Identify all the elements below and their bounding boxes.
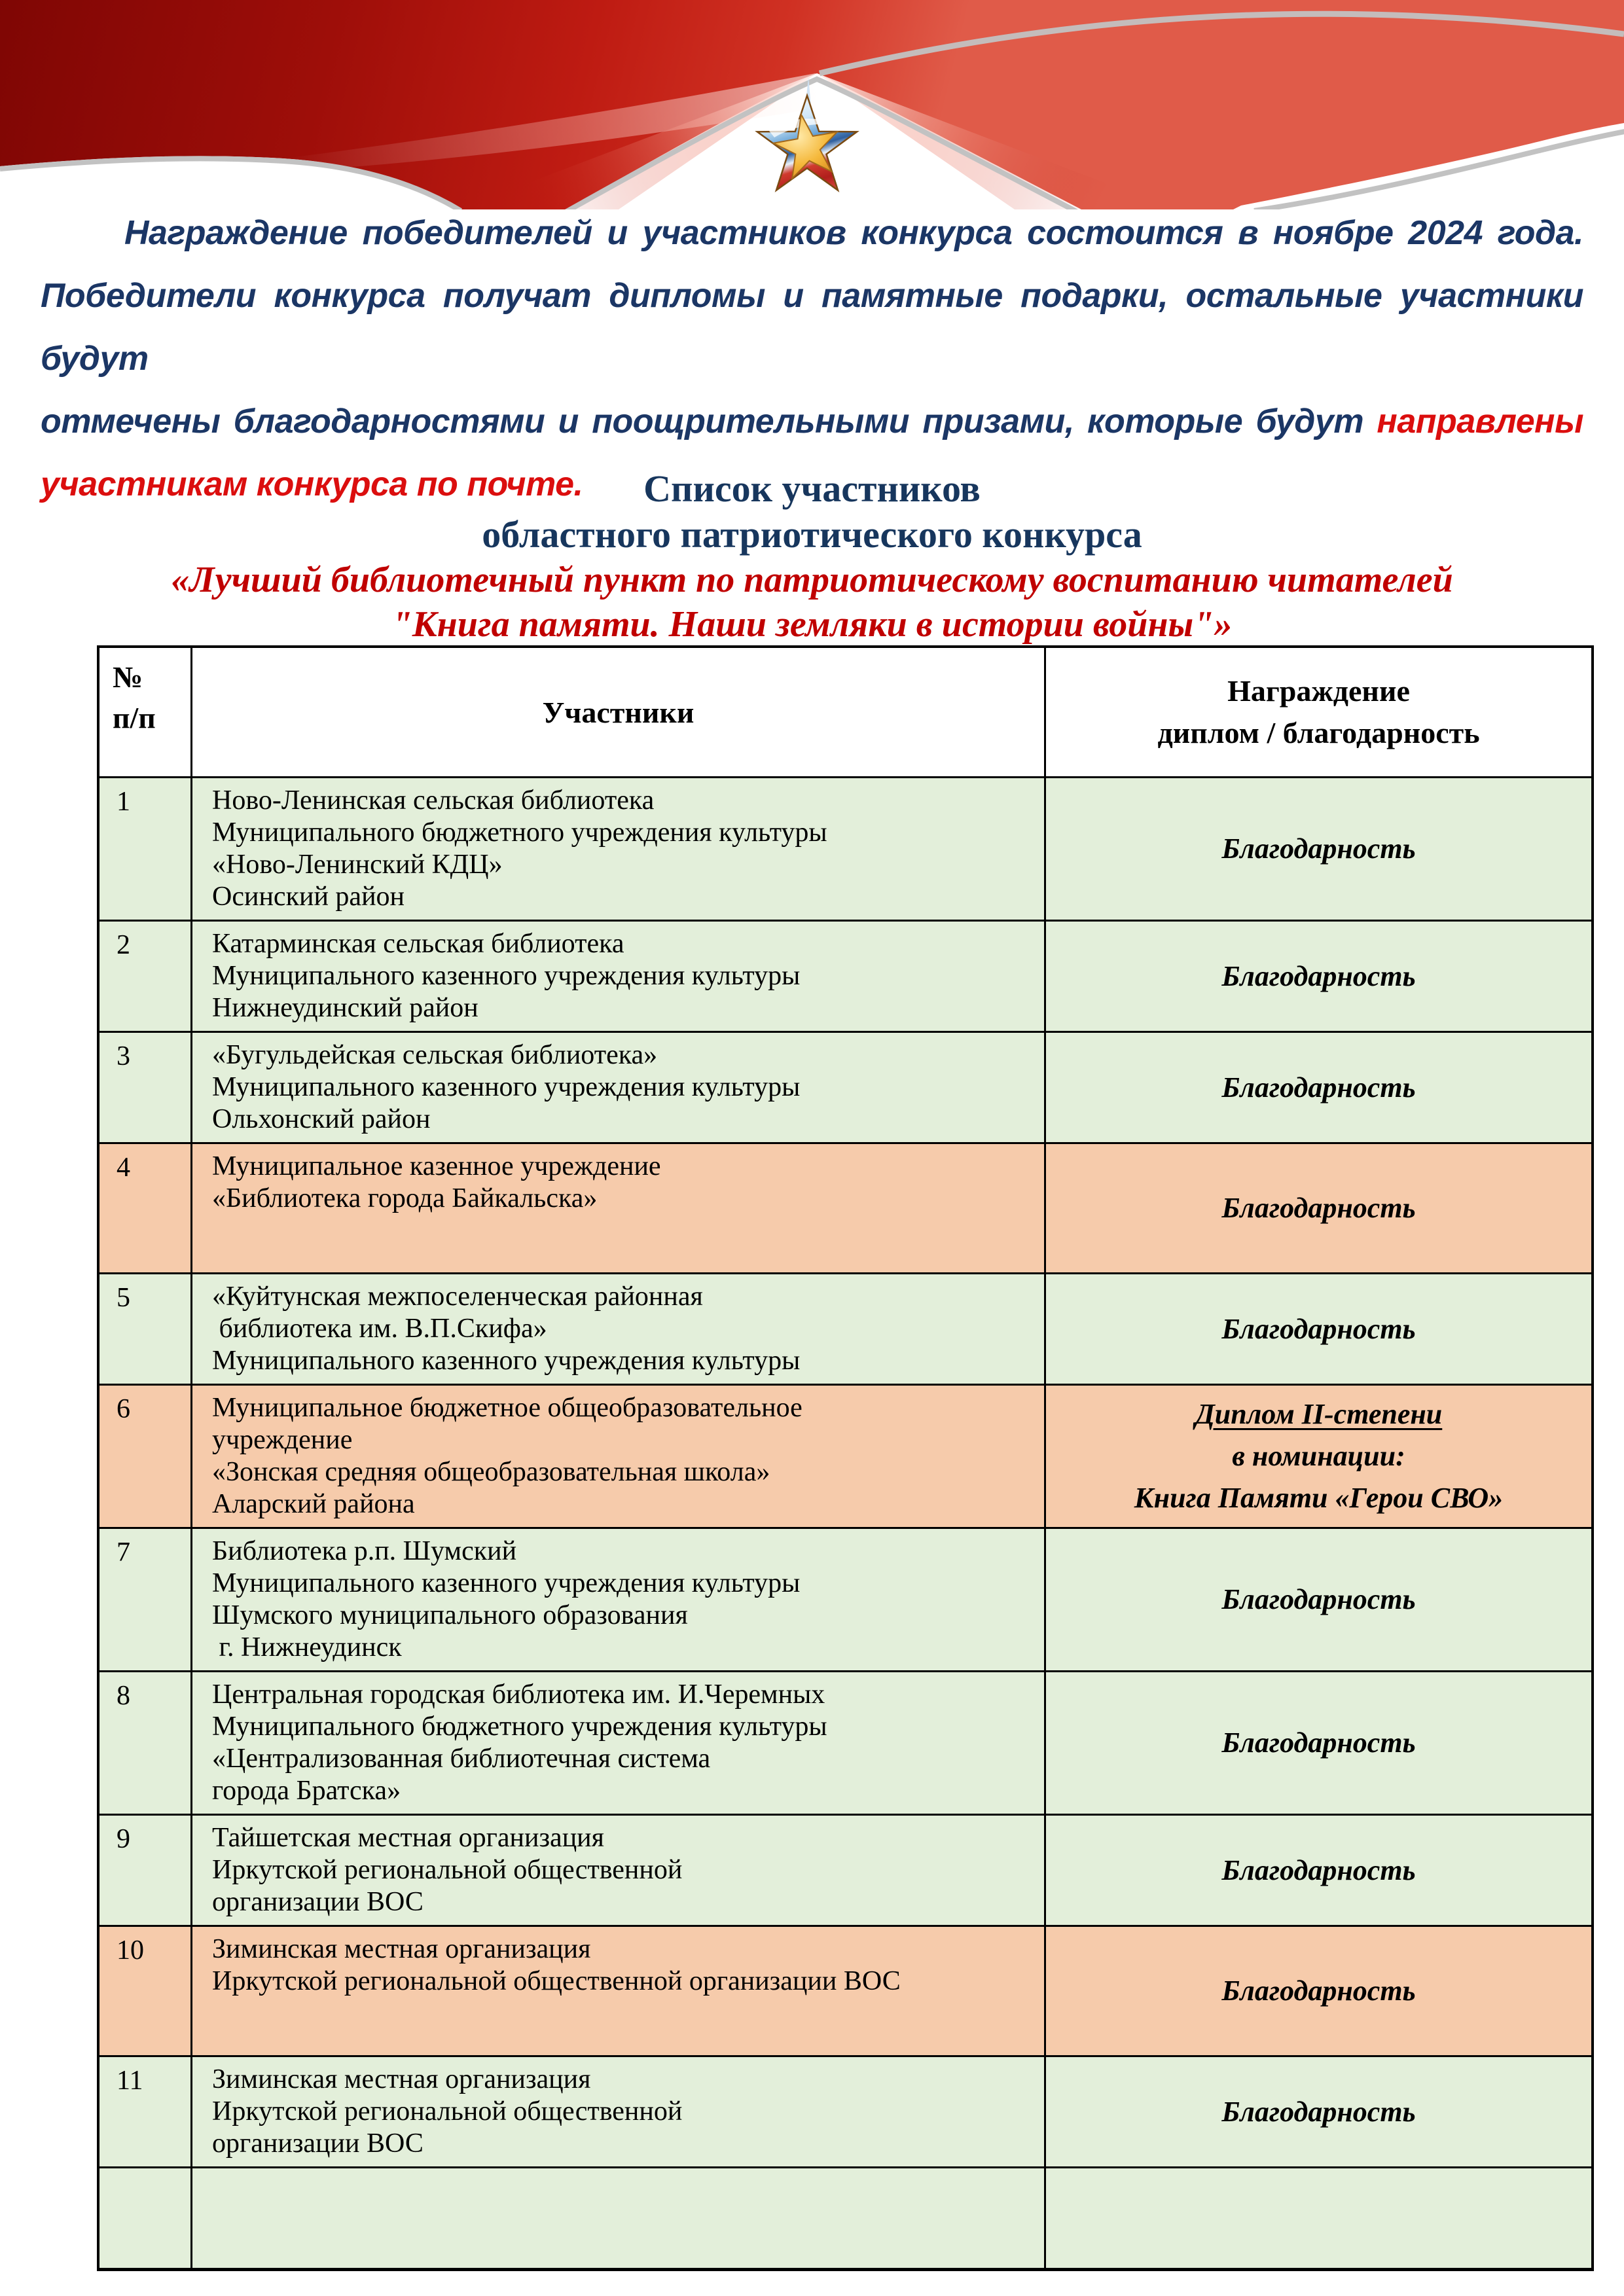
participant-line: Муниципального казенного учреждения культуры: [212, 1072, 801, 1102]
participant-cell: [192, 1926, 1045, 2056]
header-award-cell: [1045, 647, 1593, 778]
award-line: Благодарность: [1221, 1854, 1416, 1886]
header-num-line1: №: [113, 660, 143, 694]
participant-cell: [192, 2056, 1045, 2168]
participant-line: Муниципального казенного учреждения культуры: [212, 961, 801, 991]
award-cell: [1045, 1926, 1593, 2056]
intro-text: Награждение победителей и участников конкурса состоится в ноябре 2024 года.: [124, 214, 1583, 252]
contest-title-line2: "Книга памяти. Наши земляки в истории войны"»: [391, 604, 1233, 645]
intro-line-3: [41, 390, 1583, 453]
participant-line: Зиминская местная организация: [212, 1934, 591, 1964]
award-line: Благодарность: [1221, 1583, 1416, 1615]
contest-title-line1: «Лучший библиотечный пункт по патриотическому воспитанию читателей: [171, 560, 1453, 600]
participant-line: Аларский района: [212, 1489, 415, 1519]
intro-text: отмечены благодарностями и поощрительными призами, которые будут: [41, 403, 1377, 440]
participant-line: библиотека им. В.П.Скифа»: [212, 1314, 547, 1344]
row-number-cell: 11: [98, 2056, 192, 2168]
participant-line: Катарминская сельская библиотека: [212, 929, 624, 959]
table-row: [98, 778, 1593, 921]
award-line: в номинации:: [1232, 1440, 1405, 1472]
table-row: [98, 1032, 1593, 1143]
participant-cell: [192, 921, 1045, 1032]
award-cell: [1045, 1143, 1593, 1274]
participant-line: Ново-Ленинская сельская библиотека: [212, 785, 655, 816]
participant-line: «Куйтунская межпоселенческая районная: [212, 1282, 703, 1312]
participant-line: организации ВОС: [212, 1887, 424, 1917]
participant-line: Муниципального казенного учреждения культуры: [212, 1568, 801, 1598]
award-line: Благодарность: [1221, 1071, 1416, 1103]
participant-cell: [192, 1815, 1045, 1926]
award-line: Диплом II-степени: [1195, 1398, 1443, 1430]
award-cell: [1045, 1385, 1593, 1528]
table-row: [98, 1926, 1593, 2056]
award-line: Благодарность: [1221, 833, 1416, 865]
participant-line: Тайшетская местная организация: [212, 1823, 604, 1853]
table-row: [98, 2168, 1593, 2270]
intro-line-1: [41, 202, 1583, 264]
participant-cell: [192, 1385, 1045, 1528]
header-award-line1: Награждение: [1227, 674, 1410, 708]
participant-line: Ольхонский район: [212, 1104, 431, 1134]
award-cell: [1045, 1672, 1593, 1815]
participant-line: «Библиотека города Байкальска»: [212, 1183, 598, 1213]
row-number-cell: 6: [98, 1385, 192, 1528]
intro-text: Победители конкурса получат дипломы и памятные подарки, остальные участники будут: [41, 277, 1593, 378]
participant-line: «Бугульдейская сельская библиотека»: [212, 1040, 658, 1070]
participant-line: Муниципального бюджетного учреждения культуры: [212, 1712, 827, 1742]
participant-line: Муниципального казенного учреждения культуры: [212, 1346, 801, 1376]
participant-cell: [192, 1528, 1045, 1672]
award-line: Благодарность: [1221, 1727, 1416, 1759]
award-cell: [1045, 921, 1593, 1032]
participant-line: Муниципального бюджетного учреждения культуры: [212, 817, 827, 848]
award-cell: [1045, 778, 1593, 921]
award-line: Благодарность: [1221, 1975, 1416, 2007]
participant-line: города Братска»: [212, 1776, 401, 1806]
award-cell: [1045, 2056, 1593, 2168]
participant-line: г. Нижнеудинск: [212, 1632, 402, 1662]
intro-text-red: направлены: [1377, 403, 1583, 440]
award-line: Благодарность: [1221, 960, 1416, 992]
participant-line: Нижнеудинский район: [212, 993, 478, 1023]
participant-cell: [192, 1032, 1045, 1143]
participant-line: Зиминская местная организация: [212, 2064, 591, 2094]
participant-line: «Ново-Ленинский КДЦ»: [212, 850, 503, 880]
intro-text-red: участникам конкурса по почте.: [41, 465, 583, 503]
award-cell: [1045, 2168, 1593, 2270]
participant-line: Шумского муниципального образования: [212, 1600, 688, 1630]
table-row: [98, 1672, 1593, 1815]
participant-cell: [192, 2168, 1045, 2270]
title-block: [0, 466, 1624, 647]
list-title-line2: областного патриотического конкурса: [482, 513, 1142, 556]
participant-cell: [192, 1274, 1045, 1385]
header-decoration: [0, 0, 1624, 209]
row-number-cell: 2: [98, 921, 192, 1032]
participant-line: Муниципальное бюджетное общеобразовательное: [212, 1393, 803, 1423]
participant-cell: [192, 1143, 1045, 1274]
participant-line: Муниципальное казенное учреждение: [212, 1151, 661, 1181]
row-number-cell: 7: [98, 1528, 192, 1672]
table-header-row: [98, 647, 1593, 778]
award-line: Благодарность: [1221, 2095, 1416, 2128]
participant-line: Иркутской региональной общественной: [212, 2096, 683, 2126]
row-number-cell: [98, 2168, 192, 2270]
participant-line: Центральная городская библиотека им. И.Черемных: [212, 1679, 825, 1710]
participant-cell: [192, 1672, 1045, 1815]
table-row: [98, 921, 1593, 1032]
award-cell: [1045, 1815, 1593, 1926]
row-number-cell: 8: [98, 1672, 192, 1815]
award-line: Книга Памяти «Герои СВО»: [1134, 1482, 1504, 1514]
participant-line: Библиотека р.п. Шумский: [212, 1536, 517, 1566]
row-number-cell: 1: [98, 778, 192, 921]
award-line: Благодарность: [1221, 1192, 1416, 1224]
header-banner-graphic: [0, 0, 1624, 209]
table-row: [98, 1385, 1593, 1528]
table-row: [98, 1143, 1593, 1274]
list-title-line1: Список участников: [643, 467, 981, 510]
row-number-cell: 3: [98, 1032, 192, 1143]
participant-line: организации ВОС: [212, 2128, 424, 2159]
award-cell: [1045, 1528, 1593, 1672]
participants-table: [97, 645, 1594, 2271]
award-cell: [1045, 1032, 1593, 1143]
table-row: [98, 1274, 1593, 1385]
header-num-line2: п/п: [113, 701, 156, 734]
participant-line: Иркутской региональной общественной организации ВОС: [212, 1966, 901, 1996]
table-row: [98, 1815, 1593, 1926]
header-num-cell: [98, 647, 192, 778]
participant-line: «Зонская средняя общеобразовательная школа»: [212, 1457, 770, 1487]
participant-line: Иркутской региональной общественной: [212, 1855, 683, 1885]
award-cell: [1045, 1274, 1593, 1385]
intro-line-2: [41, 264, 1593, 390]
table-row: [98, 2056, 1593, 2168]
row-number-cell: 5: [98, 1274, 192, 1385]
participant-cell: [192, 778, 1045, 921]
participant-line: учреждение: [212, 1425, 353, 1455]
header-award-line2: диплом / благодарность: [1157, 716, 1480, 749]
award-line: Благодарность: [1221, 1312, 1416, 1345]
participant-line: Осинский район: [212, 882, 405, 912]
header-participants-cell: Участники: [192, 647, 1045, 778]
participant-line: «Централизованная библиотечная система: [212, 1744, 711, 1774]
row-number-cell: 9: [98, 1815, 192, 1926]
row-number-cell: 4: [98, 1143, 192, 1274]
table-row: [98, 1528, 1593, 1672]
row-number-cell: 10: [98, 1926, 192, 2056]
